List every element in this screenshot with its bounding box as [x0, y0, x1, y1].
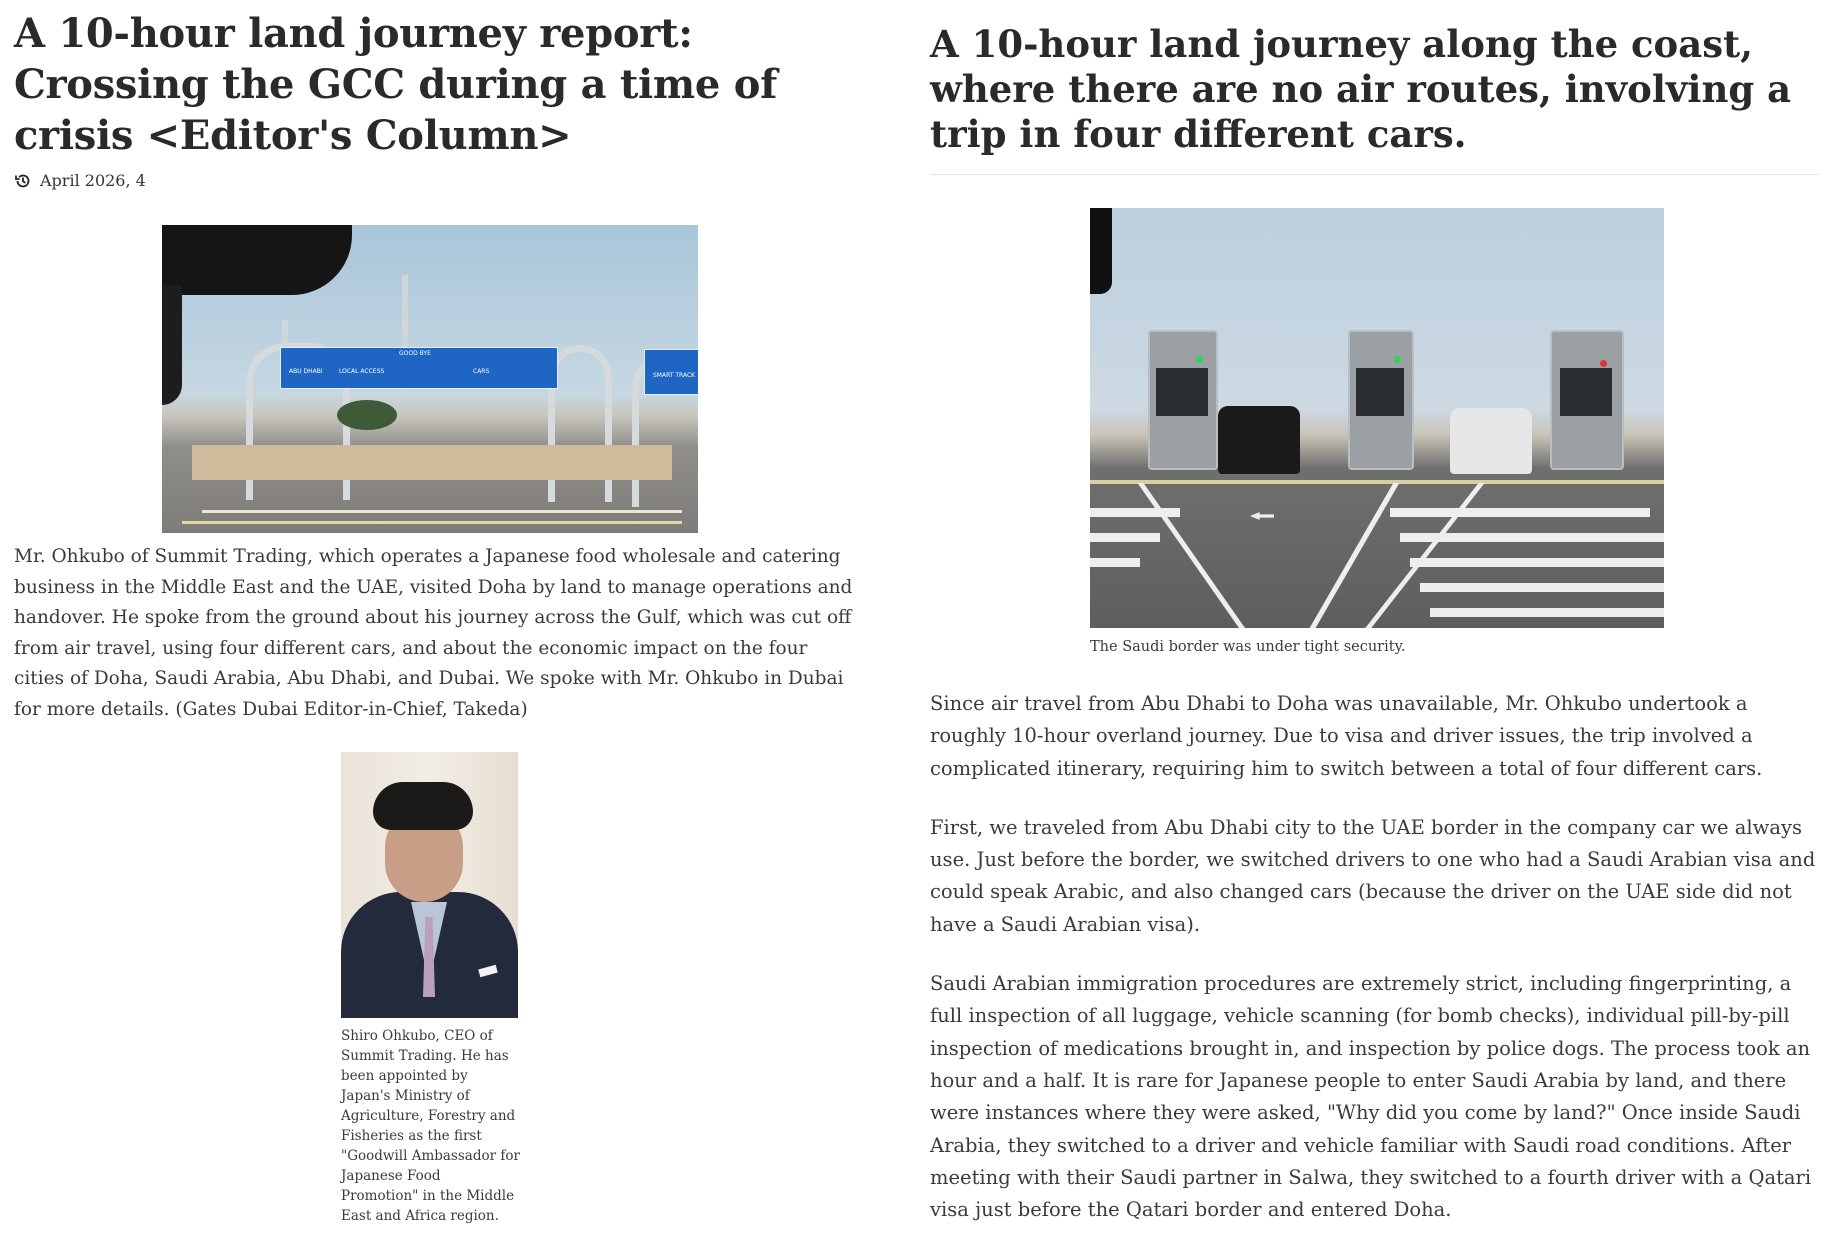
smart-track-sign: SMART TRACK	[644, 349, 698, 395]
history-icon	[14, 172, 32, 190]
car-interior-frame	[162, 225, 352, 295]
checkpoint-photo-caption: The Saudi border was under tight security.	[1090, 639, 1406, 655]
portrait-caption: Shiro Ohkubo, CEO of Summit Trading. He has been appointed by Japan's Ministry of Agriculture, Forestry and Fisheries as the first "Goodwill Ambassador for Japanese Food Promotion" in the Middle East and Africa region.	[341, 1028, 520, 1224]
right-article	[930, 0, 1820, 157]
left-article	[14, 0, 854, 190]
publish-date: April 2026, 4	[40, 171, 146, 190]
publish-date-row	[14, 171, 854, 190]
body-paragraph-1: Since air travel from Abu Dhabi to Doha was unavailable, Mr. Ohkubo undertook a roughly 10-hour overland journey. Due to visa and driver issues, the trip involved a complicated itinerary, requiring him to switch between a total of four different cars.	[930, 692, 1763, 780]
portrait-photo	[341, 752, 518, 1018]
intro-paragraph: Mr. Ohkubo of Summit Trading, which operates a Japanese food wholesale and catering business in the Middle East and the UAE, visited Doha by land to manage operations and handover. He spoke from the ground about his journey across the Gulf, which was cut off from air travel, using four different cars, and about the economic impact on the four cities of Doha, Saudi Arabia, Abu Dhabi, and Dubai. We spoke with Mr. Ohkubo in Dubai for more details. (Gates Dubai Editor-in-Chief, Takeda)	[14, 546, 853, 720]
title-divider	[930, 174, 1820, 175]
left-article-title: A 10-hour land journey report: Crossing the GCC during a time of crisis <Editor's Column>	[14, 10, 777, 159]
right-article-title: A 10-hour land journey along the coast, where there are no air routes, involving a trip in four different cars.	[930, 22, 1792, 156]
body-paragraph-2: First, we traveled from Abu Dhabi city to the UAE border in the company car we always use. Just before the border, we switched drivers to one who had a Saudi Arabian visa and could speak Arabic, and also changed cars (because the driver on the UAE side did not have a Saudi Arabian visa).	[930, 815, 1816, 936]
overhead-direction-sign: GOOD BYE ABU DHABI LOCAL ACCESS CARS	[280, 347, 558, 389]
border-gantry-photo	[162, 225, 698, 533]
left-article-intro	[14, 542, 854, 726]
saudi-border-checkpoint-photo	[1090, 208, 1664, 628]
right-article-body	[930, 688, 1820, 1253]
body-paragraph-3: Saudi Arabian immigration procedures are extremely strict, including fingerprinting, a full inspection of all luggage, vehicle scanning (for bomb checks), individual pill-by-pill inspection of medications brought in, and inspection by police dogs. The process took an hour and a half. It is rare for Japanese people to enter Saudi Arabia by land, and there were instances where they were asked, "Why did you come by land?" Once inside Saudi Arabia, they switched to a driver and vehicle familiar with Saudi road conditions. After meeting with their Saudi partner in Salwa, they switched to a fourth driver with a Qatari visa just before the Qatari border and entered Doha.	[930, 972, 1812, 1222]
